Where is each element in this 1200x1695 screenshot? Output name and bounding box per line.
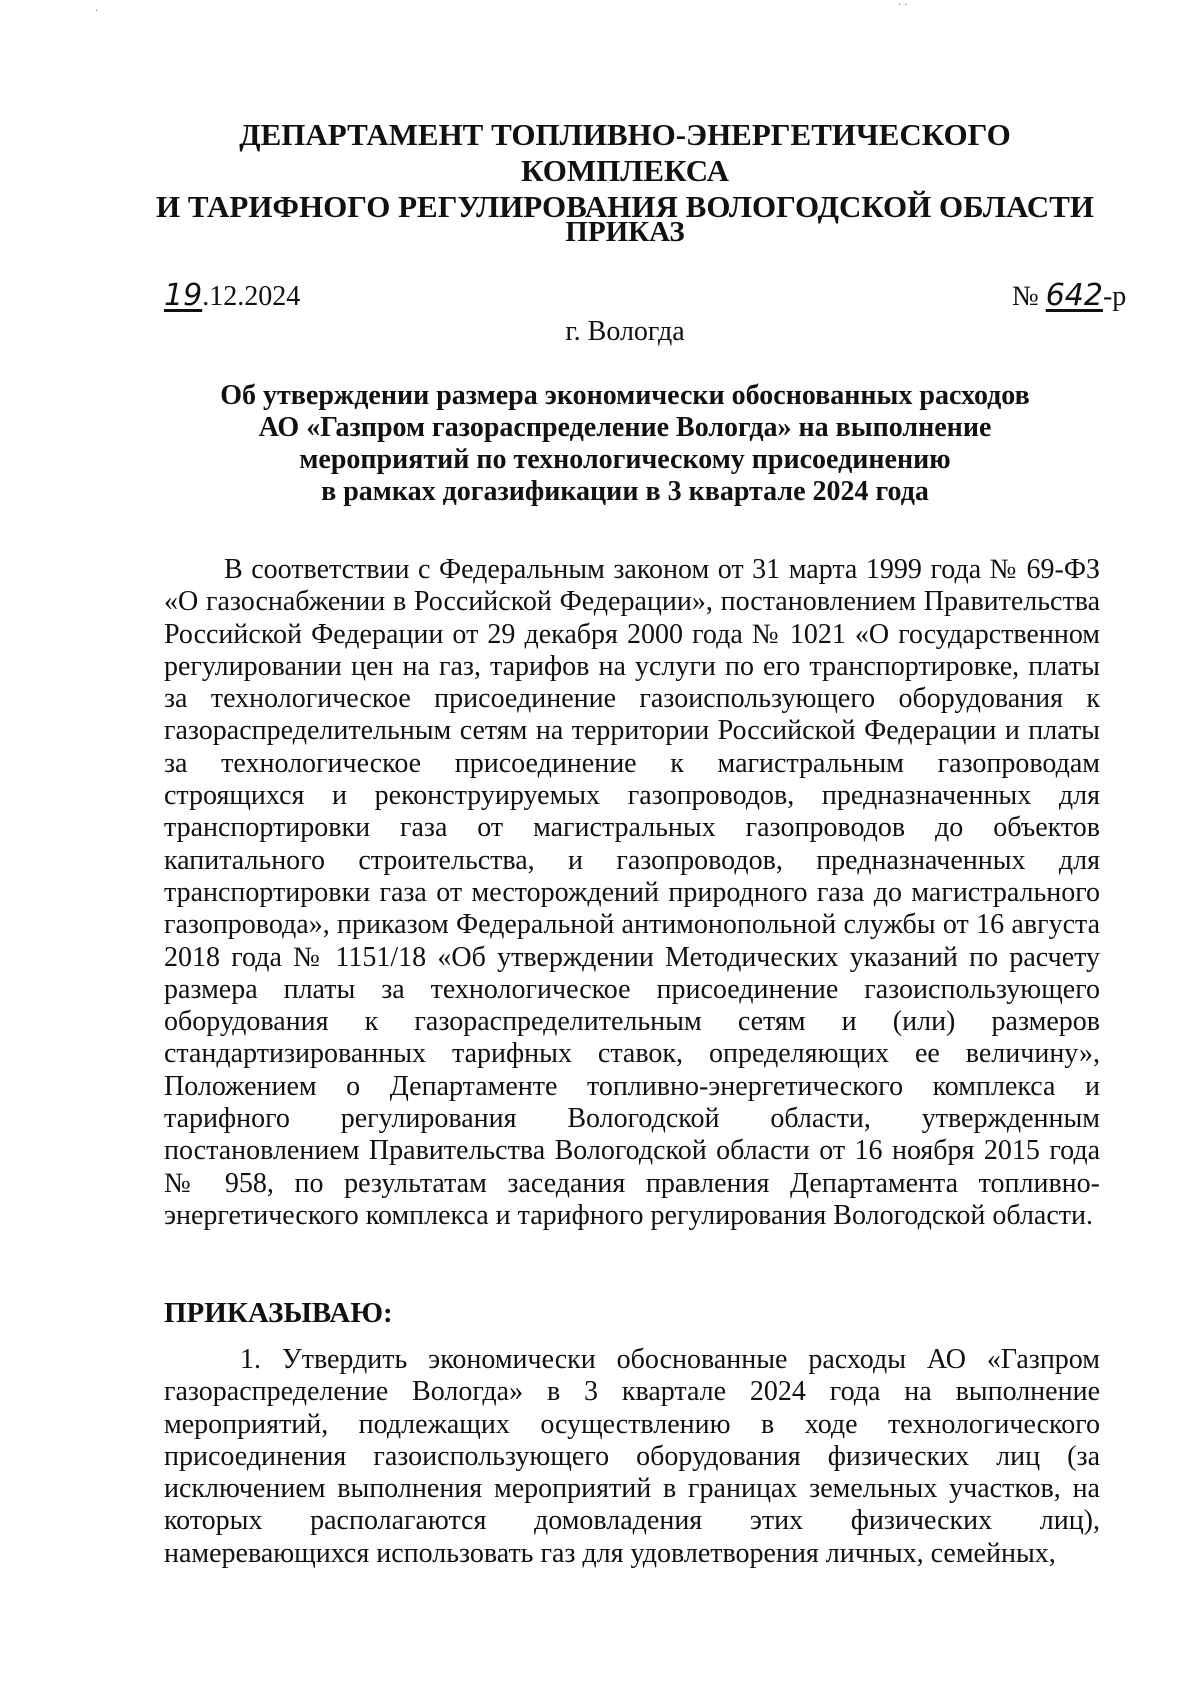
department-line: И ТАРИФНОГО РЕГУЛИРОВАНИЯ ВОЛОГОДСКОЙ ОБЛАСТИ bbox=[156, 189, 1094, 224]
number-suffix: -р bbox=[1102, 281, 1127, 312]
order-subject bbox=[150, 380, 1100, 508]
order-number bbox=[1012, 278, 1126, 313]
scan-speck: · · bbox=[898, 0, 908, 11]
scan-speck: · bbox=[95, 6, 99, 17]
handwritten-number: 642 bbox=[1045, 278, 1103, 313]
handwritten-day: 19 bbox=[164, 278, 203, 313]
subject-line: мероприятий по технологическому присоединению bbox=[299, 444, 951, 475]
city: г. Вологда bbox=[565, 316, 685, 347]
document-type: ПРИКАЗ bbox=[565, 216, 685, 248]
number-prefix: № bbox=[1012, 281, 1046, 312]
department-line: ДЕПАРТАМЕНТ ТОПЛИВНО-ЭНЕРГЕТИЧЕСКОГО КОМПЛЕКСА bbox=[239, 117, 1011, 188]
subject-line: АО «Газпром газораспределение Вологда» на выполнение bbox=[258, 412, 992, 443]
subject-line: Об утверждении размера экономически обоснованных расходов bbox=[220, 380, 1030, 411]
order-date bbox=[164, 278, 300, 313]
subject-line: в рамках догазификации в 3 квартале 2024 года bbox=[321, 476, 929, 507]
orders-heading: ПРИКАЗЫВАЮ: bbox=[164, 1297, 393, 1329]
preamble-paragraph: В соответствии с Федеральным законом от 31 марта 1999 года № 69-ФЗ «О газоснабжении в Российской Федерации», постановлением Правительства Российской Федерации от 29 декабря 2000 года № 1021 «О государственном регулировании цен на газ, тарифов на услуги по его транспортировке, платы за технологическое присоединение газоиспользующего оборудования к газораспределительным сетям на территории Российской Федерации и платы за технологическое присоединение к магистральным газопроводам строящихся и реконструируемых газопроводов, предназначенных для транспортировки газа от магистральных газопроводов до объектов капитального строительства, и газопроводов, предназначенных для транспортировки газа от месторождений природного газа до магистрального газопровода», приказом Федеральной антимонопольной службы от 16 августа 2018 года № 1151/18 «Об утверждении Методических указаний по расчету размера платы за технологическое присоединение газоиспользующего оборудования к газораспределительным сетям и (или) размеров стандартизированных тарифных ставок, определяющих ее величину», Положением о Департаменте топливно-энергетического комплекса и тарифного регулирования Вологодской области, утвержденным постановлением Правительства Вологодской области от 16 ноября 2015 года № 958, по результатам заседания правления Департамента топливно-энергетического комплекса и тарифного регулирования Вологодской области. bbox=[164, 554, 1100, 1231]
date-rest: .12.2024 bbox=[202, 281, 301, 312]
department-name bbox=[150, 117, 1100, 225]
order-item-1: 1. Утвердить экономически обоснованные расходы АО «Газпром газораспределение Вологда» в 3 квартале 2024 года на выполнение мероприятий, подлежащих осуществлению в ходе технологического присоединения газоиспользующего оборудования физических лиц (за исключением выполнения мероприятий в границах земельных участков, на которых располагаются домовладения этих физических лиц), намеревающихся использовать газ для удовлетворения личных, семейных, bbox=[164, 1344, 1100, 1569]
